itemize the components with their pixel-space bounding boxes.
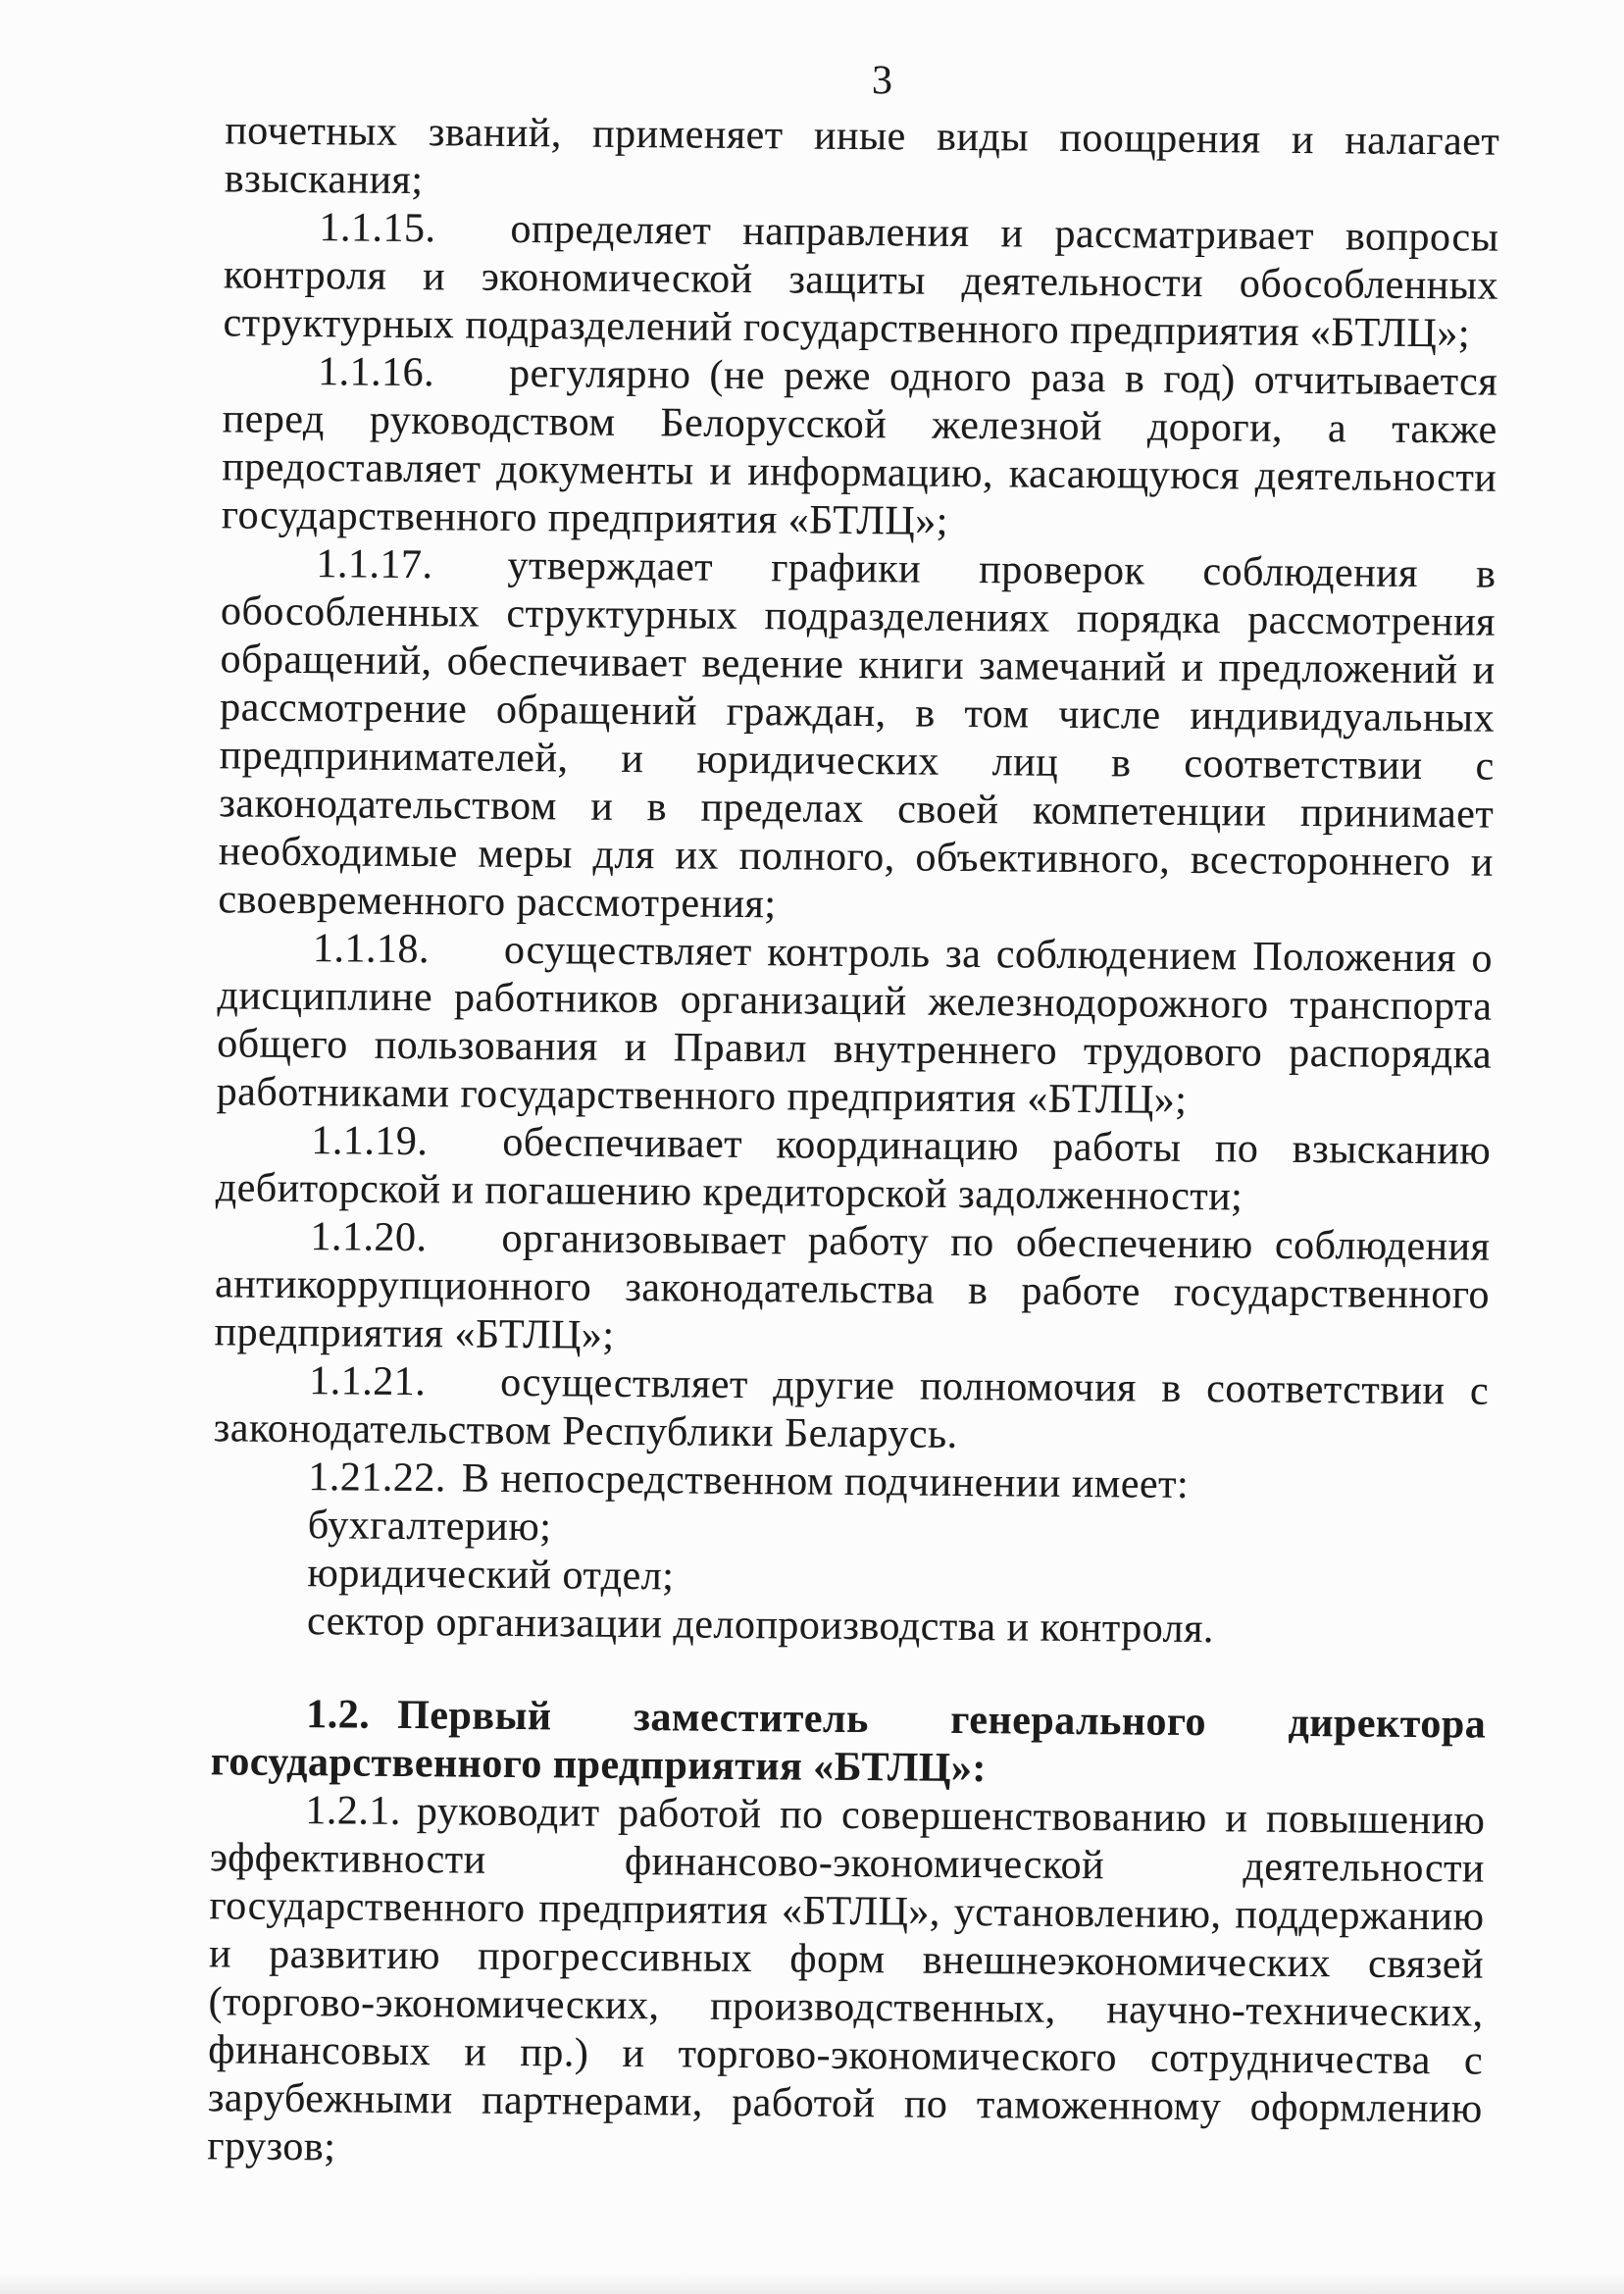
sub-item-accounting: бухгалтерию; [307,1503,552,1551]
paragraph-continuation: почетных званий, применяет иные виды поощрения и налагает взыскания; [224,108,1500,204]
page-number: 3 [871,58,893,104]
clause-number: 1.21.22. [308,1454,447,1502]
sub-item-records: сектор организации делопроизводства и контроля. [306,1599,1215,1653]
clause-number: 1.1.18. [312,926,431,973]
section-title: Первый заместитель генерального директора [397,1692,1487,1748]
clause-1-1-21 [214,1356,1490,1463]
clause-1-1-17 [218,539,1496,935]
clause-number: 1.1.16. [317,349,435,396]
clause-text: регулярно (не реже одного раза в год) отчитывается перед руководством Белорусской железной дороги, а также предоставляет документы и информацию, касающуюся деятельности государственного предприятия «БТЛЦ»; [221,350,1498,544]
clause-text: В непосредственном подчинении имеет: [461,1455,1190,1507]
clause-number: 1.1.21. [308,1358,427,1405]
sub-item-legal: юридический отдел; [307,1551,675,1600]
clause-number: 1.1.15. [319,205,436,252]
clause-1-1-16 [222,347,1498,550]
clause-1-2-1 [207,1786,1485,2181]
clause-1-1-18 [217,924,1494,1127]
clause-number: 1.2.1. [305,1788,402,1834]
section-heading-1-2 [211,1690,1487,1797]
scan-edge-shadow [0,2272,1624,2294]
document-text-block [207,51,1500,2181]
clause-number: 1.1.20. [310,1214,428,1261]
clause-text: руководит работой по совершенствованию и повышению эффективности финансово-экономической деятельности государственного предприятия «БТЛЦ», установлению, поддержанию и развитию прогрессивных форм внешнеэкономических связей (торгово-экономических, производственных, научно-технических, финансовых и пр.) и торгово-экономического сотрудничества с зарубежными партнерами, работой по таможенному оформлению грузов; [207,1789,1486,2170]
clause-text: обеспечивает координацию работы по взысканию дебиторской и погашению кредиторской задолженности; [215,1119,1492,1220]
clause-1-1-15 [223,203,1498,358]
clause-1-1-20 [214,1212,1490,1367]
clause-text: определяет направления и рассматривает вопросы контроля и экономической защиты деятельности обособленных структурных подразделений государственного предприятия «БТЛЦ»; [223,206,1499,357]
clause-number: 1.1.19. [311,1118,429,1165]
clause-text: организовывает работу по обеспечению соблюдения антикоррупционного законодательства в работе государственного предприятия «БТЛЦ»; [214,1215,1491,1358]
clause-number: 1.1.17. [316,541,433,588]
section-heading-line2: государственного предприятия «БТЛЦ»: [210,1739,988,1792]
clause-text: утверждает графики проверок соблюдения в обособленных структурных подразделениях порядка рассмотрения обращений, обеспечивает ведение книги замечаний и предложений и рассмотрение обращений граждан, в том числе индивидуальных предпринимателей, и юридических лиц в соответствии с законодательством и в пределах своей компетенции принимает необходимые меры для их полного, объективного, всестороннего и своевременного рассмотрения; [218,542,1497,928]
clause-1-1-19 [216,1116,1492,1223]
clause-text: осуществляет другие полномочия в соответствии с законодательством Республики Беларусь. [213,1359,1490,1457]
section-number: 1.2. [306,1692,371,1738]
clause-text: осуществляет контроль за соблюдением Положения о дисциплине работников организаций железнодорожного транспорта общего пользования и Правил внутреннего трудового распорядка работниками государственного предприятия «БТЛЦ»; [216,927,1494,1123]
